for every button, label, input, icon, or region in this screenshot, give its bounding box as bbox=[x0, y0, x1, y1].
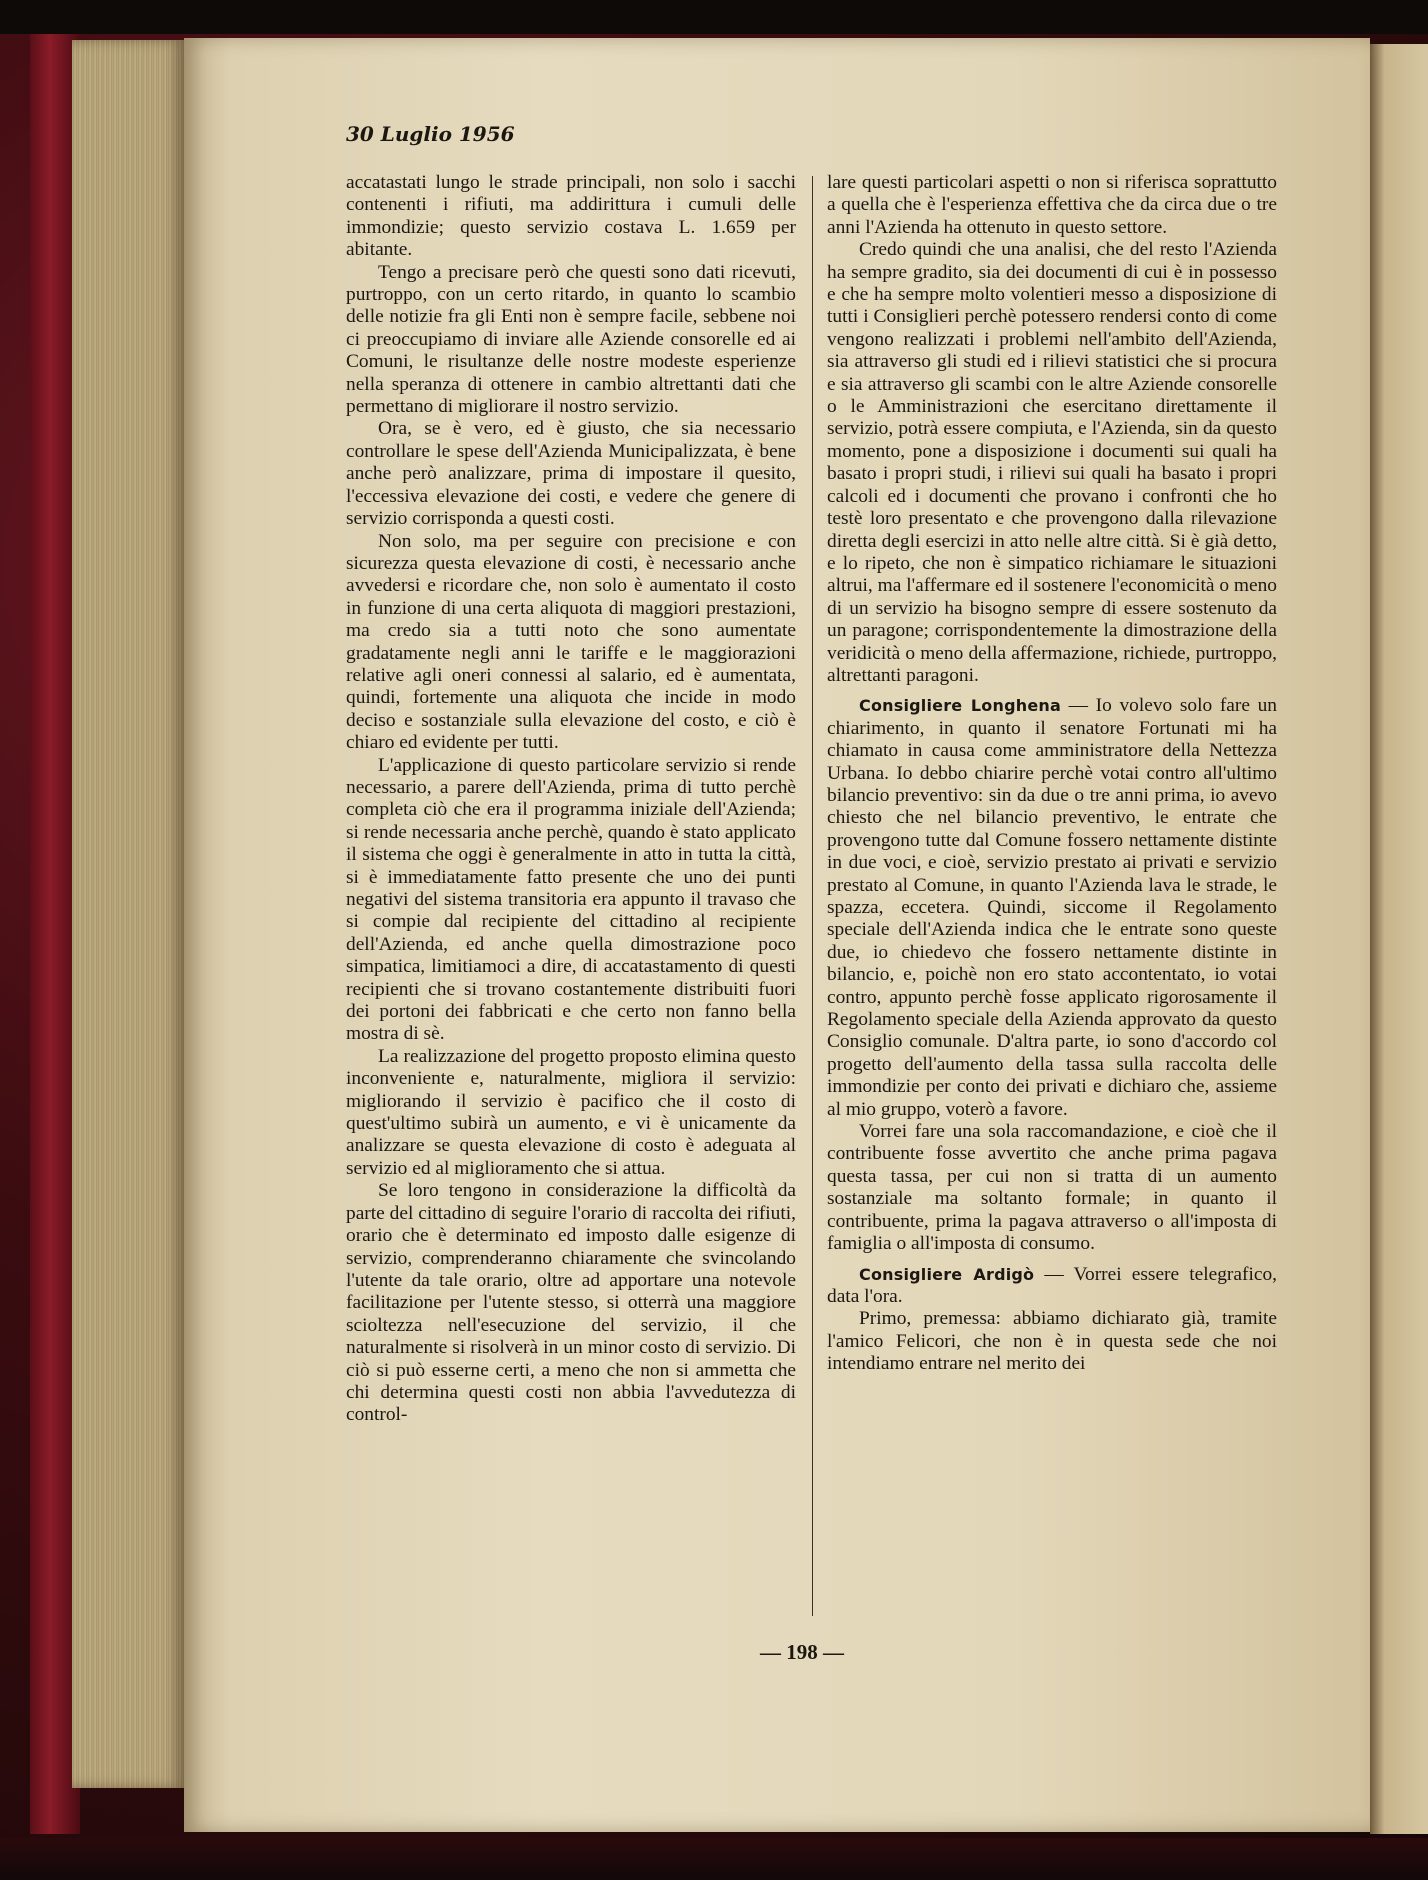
paragraph: Non solo, ma per seguire con precisione e con sicurezza questa elevazione di costi, è necessario anche avvedersi e ricordare che, non solo è aumentato il costo in funzione di una certa aliquota di maggiori prestazioni, ma credo sia a tutti noto che sono aumentate gradatamente negli anni le tariffe e le maggiorazioni relative agli oneri connessi al salario, ed è aumentata, quindi, fortemente una aliquota che incide in modo deciso e sostanziale sulla elevazione del costo, e ciò è chiaro ed evidente per tutti. bbox=[346, 530, 796, 754]
page-header-date: 30 Luglio 1956 bbox=[346, 122, 515, 146]
page-number: — 198 — bbox=[760, 1640, 844, 1664]
paragraph: L'applicazione di questo particolare servizio si rende necessario, a parere dell'Azienda, prima di tutto perchè completa ciò che era il programma iniziale dell'Azienda; si rende necessaria anche perchè, quando è stato applicato il sistema che oggi è generalmente in atto in tutta la città, si è immediatamente fatto presente che uno dei punti negativi del sistema transitoria era appunto il travaso che si compie dal recipiente del cittadino al recipiente dell'Azienda, ed anche quella dimostrazione poco simpatica, limitiamoci a dire, di accatastamento di questi recipienti che si trovano costantemente distribuiti fuori dei portoni dei fabbricati e che certo non fanno bella mostra di sè. bbox=[346, 754, 796, 1045]
scan-bottom-edge bbox=[0, 1838, 1428, 1880]
speech-text: — Vorrei essere telegrafico, data l'ora. bbox=[827, 1263, 1277, 1307]
paragraph: Tengo a precisare però che questi sono dati ricevuti, purtroppo, con un certo ritardo, in quanto lo scambio delle notizie fra gli Enti non è sempre facile, sebbene noi ci preoccupiamo di inviare alle Aziende consorelle ed ai Comuni, le risultanze delle nostre modeste esperienze nella speranza di ottenere in cambio altrettanti dati che permettano di migliorare il nostro servizio. bbox=[346, 261, 796, 418]
paragraph: accatastati lungo le strade principali, non solo i sacchi contenenti i rifiuti, ma addirittura i cumuli delle immondizie; questo servizio costava L. 1.659 per abitante. bbox=[346, 172, 796, 261]
speech-ardigo bbox=[827, 1264, 1277, 1309]
page-stack-edge bbox=[72, 40, 184, 1788]
speaker-name: Consigliere Longhena bbox=[859, 696, 1061, 716]
speaker-name: Consigliere Ardigò bbox=[859, 1264, 1035, 1284]
scan-top-edge bbox=[0, 0, 1428, 34]
facing-page-edge bbox=[1370, 44, 1428, 1834]
paragraph: Ora, se è vero, ed è giusto, che sia necessario controllare le spese dell'Azienda Municipalizzata, è bene anche però analizzare, prima di impostare il quesito, l'eccessiva elevazione dei costi, e vedere che genere di servizio corrisponda a questi costi. bbox=[346, 418, 796, 530]
right-text-column bbox=[827, 172, 1277, 1376]
speech-text: — Io volevo solo fare un chiarimento, in quanto il senatore Fortunati mi ha chiamato in causa come amministratore della Nettezza Urbana. Io debbo chiarire perchè votai contro all'ultimo bilancio preventivo: sin da due o tre anni prima, io avevo chiesto che nel bilancio preventivo, le entrate che provengono tutte dal Comune fossero nettamente distinte in due voci, e cioè, servizio prestato ai privati e servizio prestato al Comune, in quanto l'Azienda lava le strade, le spazza, eccetera. Quindi, siccome il Regolamento speciale dell'Azienda indica che le entrate sono queste due, io chiedevo che fossero nettamente distinte in bilancio, e, poichè non ero stato accontentato, io votai contro, appunto perchè fosse applicato rigorosamente il Regolamento speciale della Azienda approvato da questo Consiglio comunale. D'altra parte, io sono d'accordo col progetto dell'aumento della tassa sulla raccolta delle immondizie per conto dei privati e dichiaro che, assieme al mio gruppo, voterò a favore. bbox=[827, 695, 1277, 1120]
paragraph: Se loro tengono in considerazione la difficoltà da parte del cittadino di seguire l'orario di raccolta dei rifiuti, orario che è determinato ed imposto dalle esigenze di servizio, comprenderanno chiaramente che svincolando l'utente da tale orario, oltre ad apportare una notevole facilitazione per l'utente stesso, si otterrà una maggiore scioltezza nell'esecuzione del servizio, il che naturalmente si risolverà in un minor costo di servizio. Di ciò si può esserne certi, a meno che non si ammetta che chi determina questi costi non abbia l'avvedutezza di control- bbox=[346, 1180, 796, 1426]
paragraph: Vorrei fare una sola raccomandazione, e cioè che il contribuente fosse avvertito che anche prima pagava questa tassa, per cui non si tratta di un aumento sostanziale ma soltanto formale; in quanto il contribuente, prima la pagava attraverso o all'imposta di famiglia o all'imposta di consumo. bbox=[827, 1121, 1277, 1255]
column-divider bbox=[812, 176, 813, 1616]
left-text-column bbox=[346, 172, 796, 1427]
paragraph: Primo, premessa: abbiamo dichiarato già, tramite l'amico Felicori, che non è in questa sede che noi intendiamo entrare nel merito dei bbox=[827, 1308, 1277, 1375]
paragraph: La realizzazione del progetto proposto elimina questo inconveniente e, naturalmente, migliora il servizio: migliorando il servizio è pacifico che il costo di quest'ultimo subirà un aumento, e vi è unicamente da analizzare se questa elevazione di costo è adeguata al servizio ed al miglioramento che si attua. bbox=[346, 1045, 796, 1179]
paragraph: Credo quindi che una analisi, che del resto l'Azienda ha sempre gradito, sia dei documenti di cui è in possesso e che ha sempre molto volentieri messo a disposizione di tutti i Consiglieri perchè potessero rendersi conto di come vengono realizzati i problemi nell'ambito dell'Azienda, sia attraverso gli studi ed i rilievi statistici che si procura e sia attraverso gli scambi con le altre Aziende consorelle o le Amministrazioni che esercitano direttamente il servizio, potrà essere compiuta, e l'Azienda, sin da questo momento, pone a disposizione i documenti sui quali ha basato i propri studi, i rilievi sui quali ha basato i propri calcoli ed i documenti che provano i confronti che ho testè loro presentato e che provengono dalla rilevazione diretta degli esercizi in atto nelle altre città. Si è già detto, e lo ripeto, che non è simpatico richiamare le situazioni altrui, ma l'affermare ed il sostenere l'economicità o meno di un servizio ha bisogno sempre di essere sostenuto da un paragone; corrispondentemente la dimostrazione della veridicità o meno della affermazione, richiede, purtroppo, altrettanti paragoni. bbox=[827, 239, 1277, 686]
speech-longhena bbox=[827, 695, 1277, 1121]
paragraph: lare questi particolari aspetti o non si riferisca soprattutto a quella che è l'esperienza effettiva che da circa due o tre anni l'Azienda ha ottenuto in questo settore. bbox=[827, 172, 1277, 238]
